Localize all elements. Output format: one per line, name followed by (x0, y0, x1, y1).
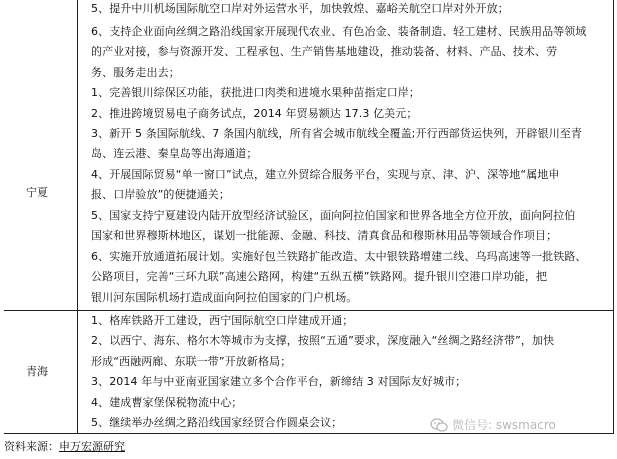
policy-line: 5、提升中川机场国际航空口岸对外运营水平，加快敦煌、嘉峪关航空口岸对外开放； (91, 2, 509, 15)
watermark (430, 418, 556, 432)
policy-line: 2、以西宁、海东、格尔木等城市为支撑，按照“五通”要求，深度融入“丝绸之路经济带”，加快 (91, 334, 555, 347)
policy-line: 6、支持企业面向丝绸之路沿线国家开展现代农业、有色冶金、装备制造、轻工建材、民族用品等领域 (91, 25, 587, 38)
region-divider (4, 310, 614, 311)
policy-line: 5、继续举办丝绸之路沿线国家经贸合作圆桌会议； (91, 416, 343, 429)
region-label-qinghai: 青海 (26, 365, 48, 378)
policy-line: 务、服务走出去； (91, 66, 180, 79)
source-label: 资料来源： (4, 440, 59, 453)
policy-line: 1、完善银川综保区功能，获批进口肉类和进境水果种苗指定口岸； (91, 86, 420, 99)
policy-line: 报、口岸验放”的便捷通关； (91, 188, 230, 201)
policy-line: 3、2014 年与中亚南亚国家建立多个合作平台，新缔结 3 对国际友好城市； (91, 375, 467, 388)
policy-line: 的产业对接，参与资源开发、工程承包、生产销售基地建设，推动装备、材料、产品、技术、劳 (91, 45, 558, 58)
watermark-text: 微信号: swsmacro (452, 418, 556, 432)
policy-line: 形成“西融两廊、东联一带”开放新格局； (91, 355, 292, 368)
policy-line: 4、建成曹家堡保税物流中心； (91, 396, 243, 409)
policy-line: 3、新开 5 条国际航线、7 条国内航线，所有省会城市航线全覆盖;开行西部货运快列，开辟银川至青 (91, 127, 582, 140)
policy-line: 公路项目，完善“三环九联”高速公路网，构建“五纵五横”铁路网。提升银川空港口岸功能，把 (91, 270, 548, 283)
region-label-ningxia: 宁夏 (26, 186, 48, 199)
policy-line: 岛、连云港、秦皇岛等出海通道； (91, 147, 258, 160)
policy-table (4, 0, 614, 434)
policy-line: 1、格库铁路开工建设，西宁国际航空口岸建成开通； (91, 314, 354, 327)
policy-line: 5、国家支持宁夏建设内陆开放型经济试验区，面向阿拉伯国家和世界各地全方位开放，面向阿拉伯 (91, 209, 576, 222)
policy-line: 6、实施开放通道拓展计划。实施好包兰铁路扩能改造、太中银铁路增建二线、乌玛高速等一批铁路、 (91, 250, 587, 263)
policy-line: 银川河东国际机场打造成面向阿拉伯国家的门户机场。 (91, 291, 358, 304)
source-value: 申万宏源研究 (59, 440, 125, 453)
wechat-icon (430, 418, 448, 432)
policy-line: 2、推进跨境贸易电子商务试点，2014 年贸易额达 17.3 亿美元； (91, 107, 418, 120)
policy-line: 国家和世界穆斯林地区，谋划一批能源、金融、科技、清真食品和穆斯林用品等领域合作项目； (91, 229, 558, 242)
policy-line: 4、开展国际贸易“单一窗口”试点，建立外贸综合服务平台，实现与京、津、沪、深等地“属地申 (91, 168, 560, 181)
source-note (4, 440, 125, 454)
